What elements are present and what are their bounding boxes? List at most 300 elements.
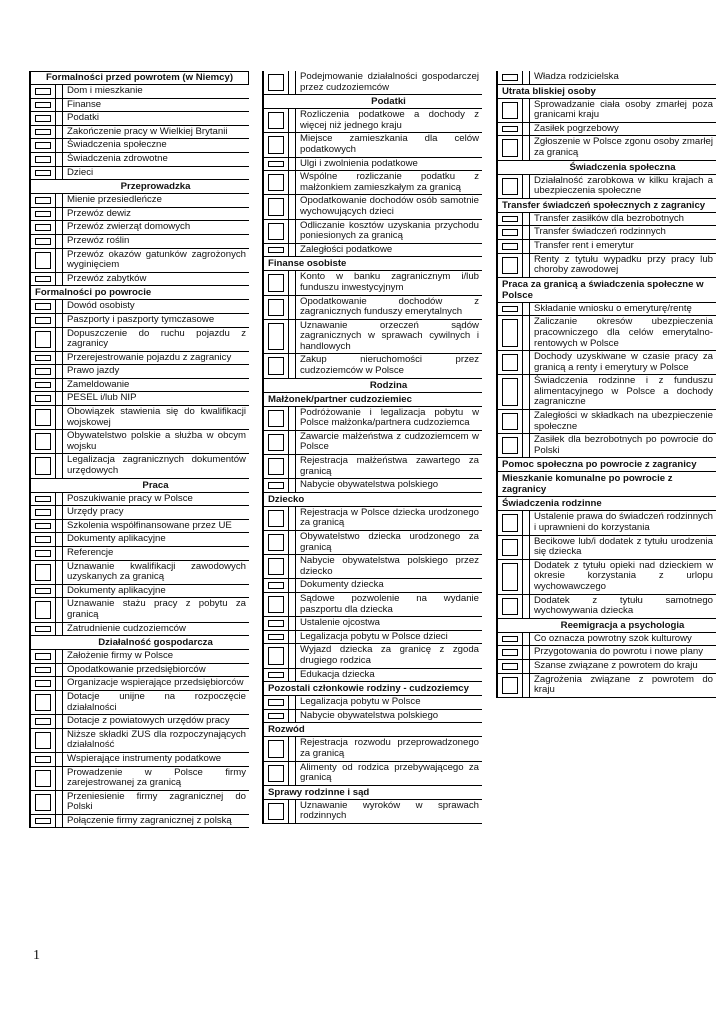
checklist-item-label: Przerejestrowanie pojazdu z zagranicy [67,351,232,363]
row-divider [289,669,296,682]
checklist-item-label: Wspierające instrumenty podatkowe [67,752,222,764]
section-heading [31,180,249,194]
row-divider [523,123,530,136]
checklist-row [264,507,482,531]
checkbox[interactable] [264,737,289,760]
row-divider [523,375,530,409]
checkbox[interactable] [31,650,56,663]
checklist-row [498,375,716,410]
checklist-row [264,431,482,455]
row-divider [523,351,530,374]
checklist-row [264,133,482,157]
checklist-item-label: Świadczenia zdrowotne [67,152,168,164]
checklist-row [498,123,716,137]
checklist-row [498,136,716,160]
checkbox[interactable] [31,520,56,533]
row-divider [289,158,296,171]
checklist-item-label: Szkolenia współfinansowane przez UE [67,519,232,531]
row-divider [56,126,63,139]
checkbox[interactable] [31,547,56,560]
checkbox[interactable] [498,316,523,350]
checklist-item-label: Władza rodzicielska [534,71,619,82]
row-divider [56,430,63,453]
checklist-item-label: Odliczanie kosztów uzyskania przychodu poniesionych za granicą [300,219,479,242]
checkbox[interactable] [31,273,56,286]
checkbox[interactable] [31,533,56,546]
checkbox[interactable] [498,254,523,277]
checklist-item-label: Przewóz roślin [67,234,130,246]
section-heading [264,723,482,737]
checklist-item-label: Referencje [67,547,114,558]
row-divider [56,352,63,365]
checklist-item-label: PESEL i/lub NIP [67,392,137,404]
row-divider [56,753,63,766]
checkbox[interactable] [31,352,56,365]
row-divider [56,221,63,234]
checkbox[interactable] [498,136,523,159]
checkbox[interactable] [498,375,523,409]
section-heading-label: Finanse osobiste [268,258,347,270]
checklist-row [31,85,249,99]
checklist-row [31,300,249,314]
checklist-row [31,126,249,140]
row-divider [523,633,530,646]
checkbox[interactable] [31,815,56,828]
checkbox[interactable] [264,507,289,530]
checklist-row [498,410,716,434]
checklist-row [498,674,716,698]
checklist-item-label: Przewóz okazów gatunków zagrożonych wyginięciem [67,248,246,271]
checklist-item-label: Założenie firmy w Polsce [67,650,174,662]
checklist-item-label: Przygotowania do powrotu i nowe plany [534,646,704,658]
checkbox[interactable] [498,303,523,316]
checklist-item-label: Zatrudnienie cudzoziemców [67,622,186,634]
checkbox[interactable] [498,123,523,136]
checkbox[interactable] [498,536,523,559]
row-divider [289,593,296,616]
row-divider [523,71,530,84]
checkbox[interactable] [264,631,289,644]
checklist-item-label: Rozliczenia podatkowe a dochody z więcej niż jednego kraju [300,109,479,131]
checkbox[interactable] [31,767,56,790]
checkbox[interactable] [264,354,289,377]
checklist-item-label: Sądowe pozwolenie na wydanie paszportu dla dziecka [300,592,479,615]
checklist-row [498,254,716,278]
checkbox[interactable] [31,208,56,221]
checkbox[interactable] [264,158,289,171]
section-heading-label: Pomoc społeczna po powrocie z zagranicy [502,459,697,471]
checklist-row [498,351,716,375]
checklist-row [264,220,482,244]
checkbox[interactable] [264,593,289,616]
checkbox[interactable] [264,71,289,94]
checkbox[interactable] [498,175,523,198]
section-heading [498,278,716,303]
row-divider [56,273,63,286]
checkbox[interactable] [264,669,289,682]
checkbox[interactable] [264,296,289,319]
checkbox[interactable] [498,410,523,433]
checkbox[interactable] [264,109,289,132]
row-divider [56,729,63,752]
checklist-item-label: Zasiłek dla bezrobotnych po powrocie do Polski [534,434,713,456]
section-heading-label: Podatki [371,96,406,108]
checkbox[interactable] [498,674,523,697]
row-divider [289,507,296,530]
checkbox[interactable] [31,153,56,166]
checklist-row [264,455,482,479]
checklist-row [264,71,482,95]
section-heading [264,379,482,393]
checklist-row [264,617,482,631]
checkbox[interactable] [31,454,56,477]
checkbox[interactable] [31,691,56,714]
checkbox[interactable] [498,240,523,253]
row-divider [289,555,296,578]
checkbox[interactable] [31,379,56,392]
checklist-row [31,791,249,815]
checkbox[interactable] [264,710,289,723]
section-title: Formalności przed powrotem (w Niemcy) [31,71,249,85]
checklist-row [498,240,716,254]
checklist-item-label: Legalizacja pobytu w Polsce [300,696,421,708]
section-heading [498,497,716,511]
checklist-item-label: Paszporty i paszporty tymczasowe [67,313,215,325]
checkbox[interactable] [31,85,56,98]
checklist-column-1 [29,71,249,828]
checkbox[interactable] [31,715,56,728]
checkbox[interactable] [498,213,523,226]
checkbox[interactable] [31,365,56,378]
checkbox[interactable] [31,249,56,272]
section-heading [498,199,716,213]
section-heading-label: Dziecko [268,493,305,505]
checklist-row [31,547,249,561]
checkbox[interactable] [31,623,56,636]
section-heading [264,786,482,800]
checkbox[interactable] [498,660,523,673]
checkbox[interactable] [264,579,289,592]
section-heading [264,493,482,507]
checkbox[interactable] [264,220,289,243]
section-heading [264,393,482,407]
checklist-item-label: Podróżowanie i legalizacja pobytu w Polsce małżonka/partnera cudzoziemca [300,406,479,429]
checklist-item-label: Obywatelstwo polskie a służba w obcym wojsku [67,430,246,452]
checklist-row [264,479,482,493]
checkbox[interactable] [31,791,56,814]
checklist-item-label: Opodatkowanie przedsiębiorców [67,663,206,675]
checklist-item-label: Renty z tytułu wypadku przy pracy lub choroby zawodowej [534,253,713,276]
checklist-row [498,316,716,351]
section-heading-label: Mieszkanie komunalne po powrocie z zagranicy [502,473,673,496]
checkbox[interactable] [264,455,289,478]
checklist-row [31,454,249,478]
checkbox[interactable] [264,696,289,709]
section-heading [264,95,482,109]
checklist-item-label: Szanse związane z powrotem do kraju [534,659,698,671]
row-divider [289,617,296,630]
checkbox[interactable] [264,800,289,823]
checklist-item-label: Legalizacja pobytu w Polsce dzieci [300,630,448,642]
checkbox[interactable] [31,561,56,584]
row-divider [289,579,296,592]
row-divider [289,71,296,94]
checkbox[interactable] [264,320,289,354]
checklist-item-label: Nabycie obywatelstwa polskiego [300,479,439,491]
checkbox[interactable] [31,139,56,152]
checklist-item-label: Dom i mieszkanie [67,85,143,96]
row-divider [289,220,296,243]
checklist-item-label: Zaległości podatkowe [300,243,393,255]
row-divider [289,431,296,454]
checkbox[interactable] [31,585,56,598]
checklist-column-3 [496,71,716,698]
row-divider [56,365,63,378]
checklist-row [31,328,249,352]
row-divider [56,623,63,636]
checkbox[interactable] [31,664,56,677]
checkbox[interactable] [498,434,523,457]
row-divider [56,791,63,814]
checklist-row [498,226,716,240]
checkbox[interactable] [31,493,56,506]
row-divider [56,767,63,790]
row-divider [56,520,63,533]
checkbox[interactable] [31,406,56,429]
checkbox[interactable] [31,99,56,112]
checklist-item-label: Połączenie firmy zagranicznej z polską [67,814,232,826]
checklist-row [31,767,249,791]
checklist-row [498,536,716,560]
checkbox[interactable] [264,617,289,630]
checkbox[interactable] [31,235,56,248]
checklist-row [498,99,716,123]
checkbox[interactable] [31,300,56,313]
checkbox[interactable] [498,351,523,374]
heading-spacer [264,95,288,108]
checklist-row [264,669,482,683]
heading-spacer [31,180,55,193]
row-divider [289,710,296,723]
section-heading [498,85,716,99]
row-divider [56,379,63,392]
checklist-item-label: Uznawanie stażu pracy z pobytu za granicą [67,598,246,620]
section-heading-label: Małżonek/partner cudzoziemiec [268,393,412,405]
checkbox[interactable] [31,598,56,621]
row-divider [289,296,296,319]
checklist-row [31,493,249,507]
section-heading-label: Działalność gospodarcza [98,637,213,649]
row-divider [56,235,63,248]
checklist-row [31,729,249,753]
checkbox[interactable] [264,531,289,554]
checklist-item-label: Sprowadzanie ciała osoby zmarłej poza granicami kraju [534,98,713,121]
checklist-item-label: Dowód osobisty [67,300,135,312]
section-heading-label: Praca [142,479,169,491]
section-heading [264,682,482,696]
checklist-item-label: Uznawanie orzeczeń sądów zagranicznych w sprawach cywilnych i handlowych [300,319,479,352]
checkbox[interactable] [264,479,289,492]
checkbox[interactable] [31,328,56,351]
row-divider [523,560,530,594]
checklist-row [498,646,716,660]
checklist-row [264,644,482,668]
checkbox[interactable] [31,314,56,327]
checklist-row [498,213,716,227]
checklist-row [498,660,716,674]
checkbox[interactable] [31,112,56,125]
row-divider [289,244,296,257]
checklist-row [31,623,249,637]
checkbox[interactable] [264,195,289,218]
row-divider [523,536,530,559]
checklist-item-label: Dodatek z tytułu opieki nad dzieckiem w okresie korzystania z urlopu wychowawczego [534,559,713,592]
checkbox[interactable] [498,71,523,84]
checklist-item-label: Świadczenia społeczne [67,139,167,151]
page-number: 1 [33,948,40,963]
checklist-row [31,392,249,406]
checklist-item-label: Działalność zarobkowa w kilku krajach a ubezpieczenia społeczne [534,174,713,197]
checklist-item-label: Podatki [67,112,99,124]
checkbox[interactable] [498,633,523,646]
checkbox[interactable] [264,133,289,156]
checklist-row [31,533,249,547]
section-heading [498,161,716,175]
checkbox[interactable] [264,431,289,454]
row-divider [523,410,530,433]
row-divider [289,171,296,194]
checkbox[interactable] [31,506,56,519]
checklist-item-label: Rejestracja w Polsce dziecka urodzonego za granicą [300,506,479,529]
checklist-item-label: Podejmowanie działalności gospodarczej przez cudzoziemców [300,71,479,93]
row-divider [523,674,530,697]
row-divider [56,328,63,351]
checklist-row [31,715,249,729]
checkbox[interactable] [31,194,56,207]
checklist-item-label: Finanse [67,98,102,110]
row-divider [289,696,296,709]
row-divider [523,316,530,350]
checkbox[interactable] [498,646,523,659]
checklist-item-label: Dokumenty aplikacyjne [67,584,166,596]
checkbox[interactable] [31,729,56,752]
checkbox[interactable] [498,99,523,122]
checkbox[interactable] [31,430,56,453]
row-divider [56,533,63,546]
checklist-item-label: Opodatkowanie dochodów z zagranicznych funduszy emerytalnych [300,295,479,318]
row-divider [289,354,296,377]
checkbox[interactable] [264,555,289,578]
checklist-row [264,531,482,555]
checkbox[interactable] [264,762,289,785]
checklist-item-label: Przeniesienie firmy zagranicznej do Polski [67,790,246,813]
checkbox[interactable] [31,753,56,766]
checklist-row [264,171,482,195]
heading-spacer [31,636,55,649]
checklist-row [31,208,249,222]
checklist-item-label: Obywatelstwo dziecka urodzonego za granicą [300,531,479,553]
row-divider [523,136,530,159]
checkbox[interactable] [264,244,289,257]
row-divider [523,240,530,253]
checkbox[interactable] [264,271,289,294]
checklist-item-label: Zameldowanie [67,378,130,390]
checkbox[interactable] [264,171,289,194]
checkbox[interactable] [264,644,289,667]
row-divider [56,677,63,690]
row-divider [56,506,63,519]
checkbox[interactable] [31,221,56,234]
checklist-item-label: Co oznacza powrotny szok kulturowy [534,632,692,644]
checkbox[interactable] [31,677,56,690]
checklist-row [31,273,249,287]
checklist-item-label: Dopuszczenie do ruchu pojazdu z zagranicy [67,327,246,350]
row-divider [289,762,296,785]
checklist-row [31,194,249,208]
heading-spacer [498,619,522,632]
checklist-row [31,598,249,622]
row-divider [289,195,296,218]
checklist-row [264,710,482,724]
checklist-item-label: Przewóz dewiz [67,207,131,219]
checkbox[interactable] [498,595,523,618]
checklist-row [31,520,249,534]
row-divider [523,434,530,457]
row-divider [56,194,63,207]
row-divider [56,454,63,477]
checklist-item-label: Składanie wniosku o emeryturę/rentę [534,302,692,314]
checklist-item-label: Urzędy pracy [67,506,124,518]
row-divider [56,715,63,728]
checklist-row [264,296,482,320]
checkbox[interactable] [498,560,523,594]
heading-spacer [31,479,55,492]
checklist-row [31,406,249,430]
checklist-row [31,561,249,585]
checkbox[interactable] [498,226,523,239]
checklist-row [264,696,482,710]
row-divider [523,595,530,618]
checklist-row [498,560,716,595]
checklist-row [498,71,716,85]
section-heading-label: Formalności po powrocie [35,287,152,299]
row-divider [289,320,296,354]
checklist-row [264,354,482,378]
checklist-row [264,737,482,761]
section-heading-label: Reemigracja a psychologia [560,619,685,631]
checklist-row [31,365,249,379]
section-heading-label: Transfer świadczeń społecznych z zagranicy [502,199,706,211]
row-divider [289,271,296,294]
checklist-item-label: Mienie przesiedleńcze [67,194,162,206]
section-heading [31,479,249,493]
row-divider [56,85,63,98]
checklist-row [31,249,249,273]
checklist-row [31,430,249,454]
checklist-item-label: Ustalenie prawa do świadczeń rodzinnych i uprawnieni do korzystania [534,511,713,534]
checkbox[interactable] [31,126,56,139]
checkbox[interactable] [264,407,289,430]
checkbox[interactable] [498,511,523,534]
checkbox[interactable] [31,167,56,180]
section-heading-label: Pozostali członkowie rodziny - cudzoziemcy [268,683,469,695]
row-divider [523,254,530,277]
section-heading [498,458,716,472]
checklist-item-label: Opodatkowanie dochodów osób samotnie wychowujących dzieci [300,195,479,217]
checkbox[interactable] [31,392,56,405]
checklist-row [31,352,249,366]
checklist-row [498,303,716,317]
